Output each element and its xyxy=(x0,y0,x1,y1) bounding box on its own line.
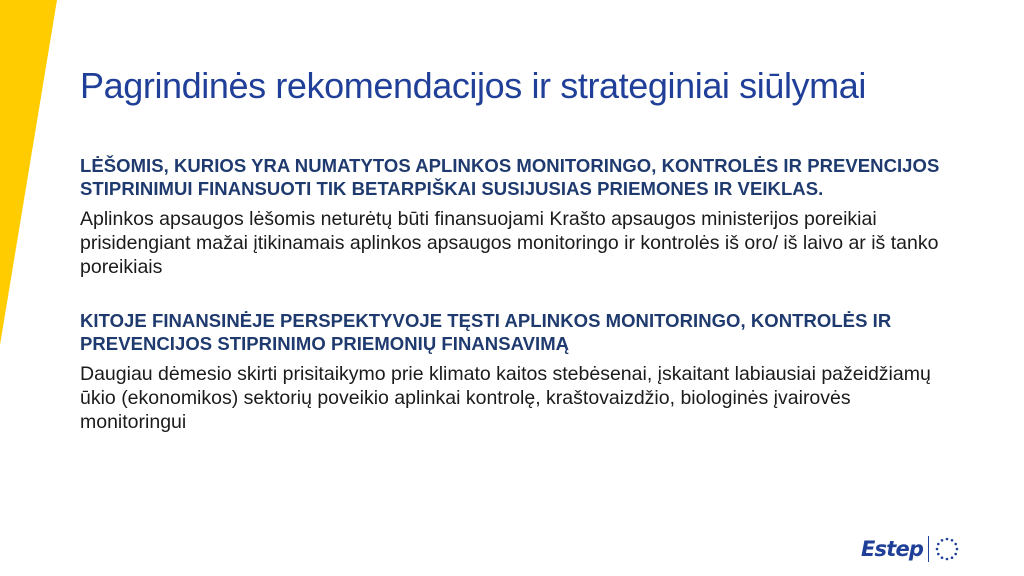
eu-stars-circle-icon xyxy=(934,536,960,562)
section-2-heading: KITOJE FINANSINĖJE PERSPEKTYVOJE TĘSTI APLINKOS MONITORINGO, KONTROLĖS IR PREVENCIJOS STIPRINIMO PRIEMONIŲ FINANSAVIMĄ xyxy=(80,310,892,354)
section-1-text: Aplinkos apsaugos lėšomis neturėtų būti finansuojami Krašto apsaugos ministerijos poreikiai prisidengiant mažai įtikinamais aplinkos apsaugos monitoringo ir kontrolės iš oro/ iš laivo ar iš tanko poreikiais xyxy=(80,208,939,278)
section-1-heading: LĖŠOMIS, KURIOS YRA NUMATYTOS APLINKOS MONITORINGO, KONTROLĖS IR PREVENCIJOS STIPRINIMUI FINANSUOTI TIK BETARPIŠKAI SUSIJUSIAS PRIEMONES IR VEIKLAS. xyxy=(80,155,940,199)
estep-logo xyxy=(861,533,960,565)
slide-title: Pagrindinės rekomendacijos ir strateginiai siūlymai xyxy=(80,65,866,106)
section-1 xyxy=(80,155,960,279)
yellow-accent-stripe xyxy=(0,0,60,576)
section-2 xyxy=(80,310,960,434)
logo-divider xyxy=(928,536,929,562)
slide-content xyxy=(80,155,960,434)
section-2-text: Daugiau dėmesio skirti prisitaikymo prie klimato kaitos stebėsenai, įskaitant labiausiai pažeidžiamų ūkio (ekonomikos) sektorių poveikio aplinkai kontrolę, kraštovaizdžio, biologinės įvairovės monitoringui xyxy=(80,363,931,433)
logo-wordmark: Estep xyxy=(861,537,924,561)
